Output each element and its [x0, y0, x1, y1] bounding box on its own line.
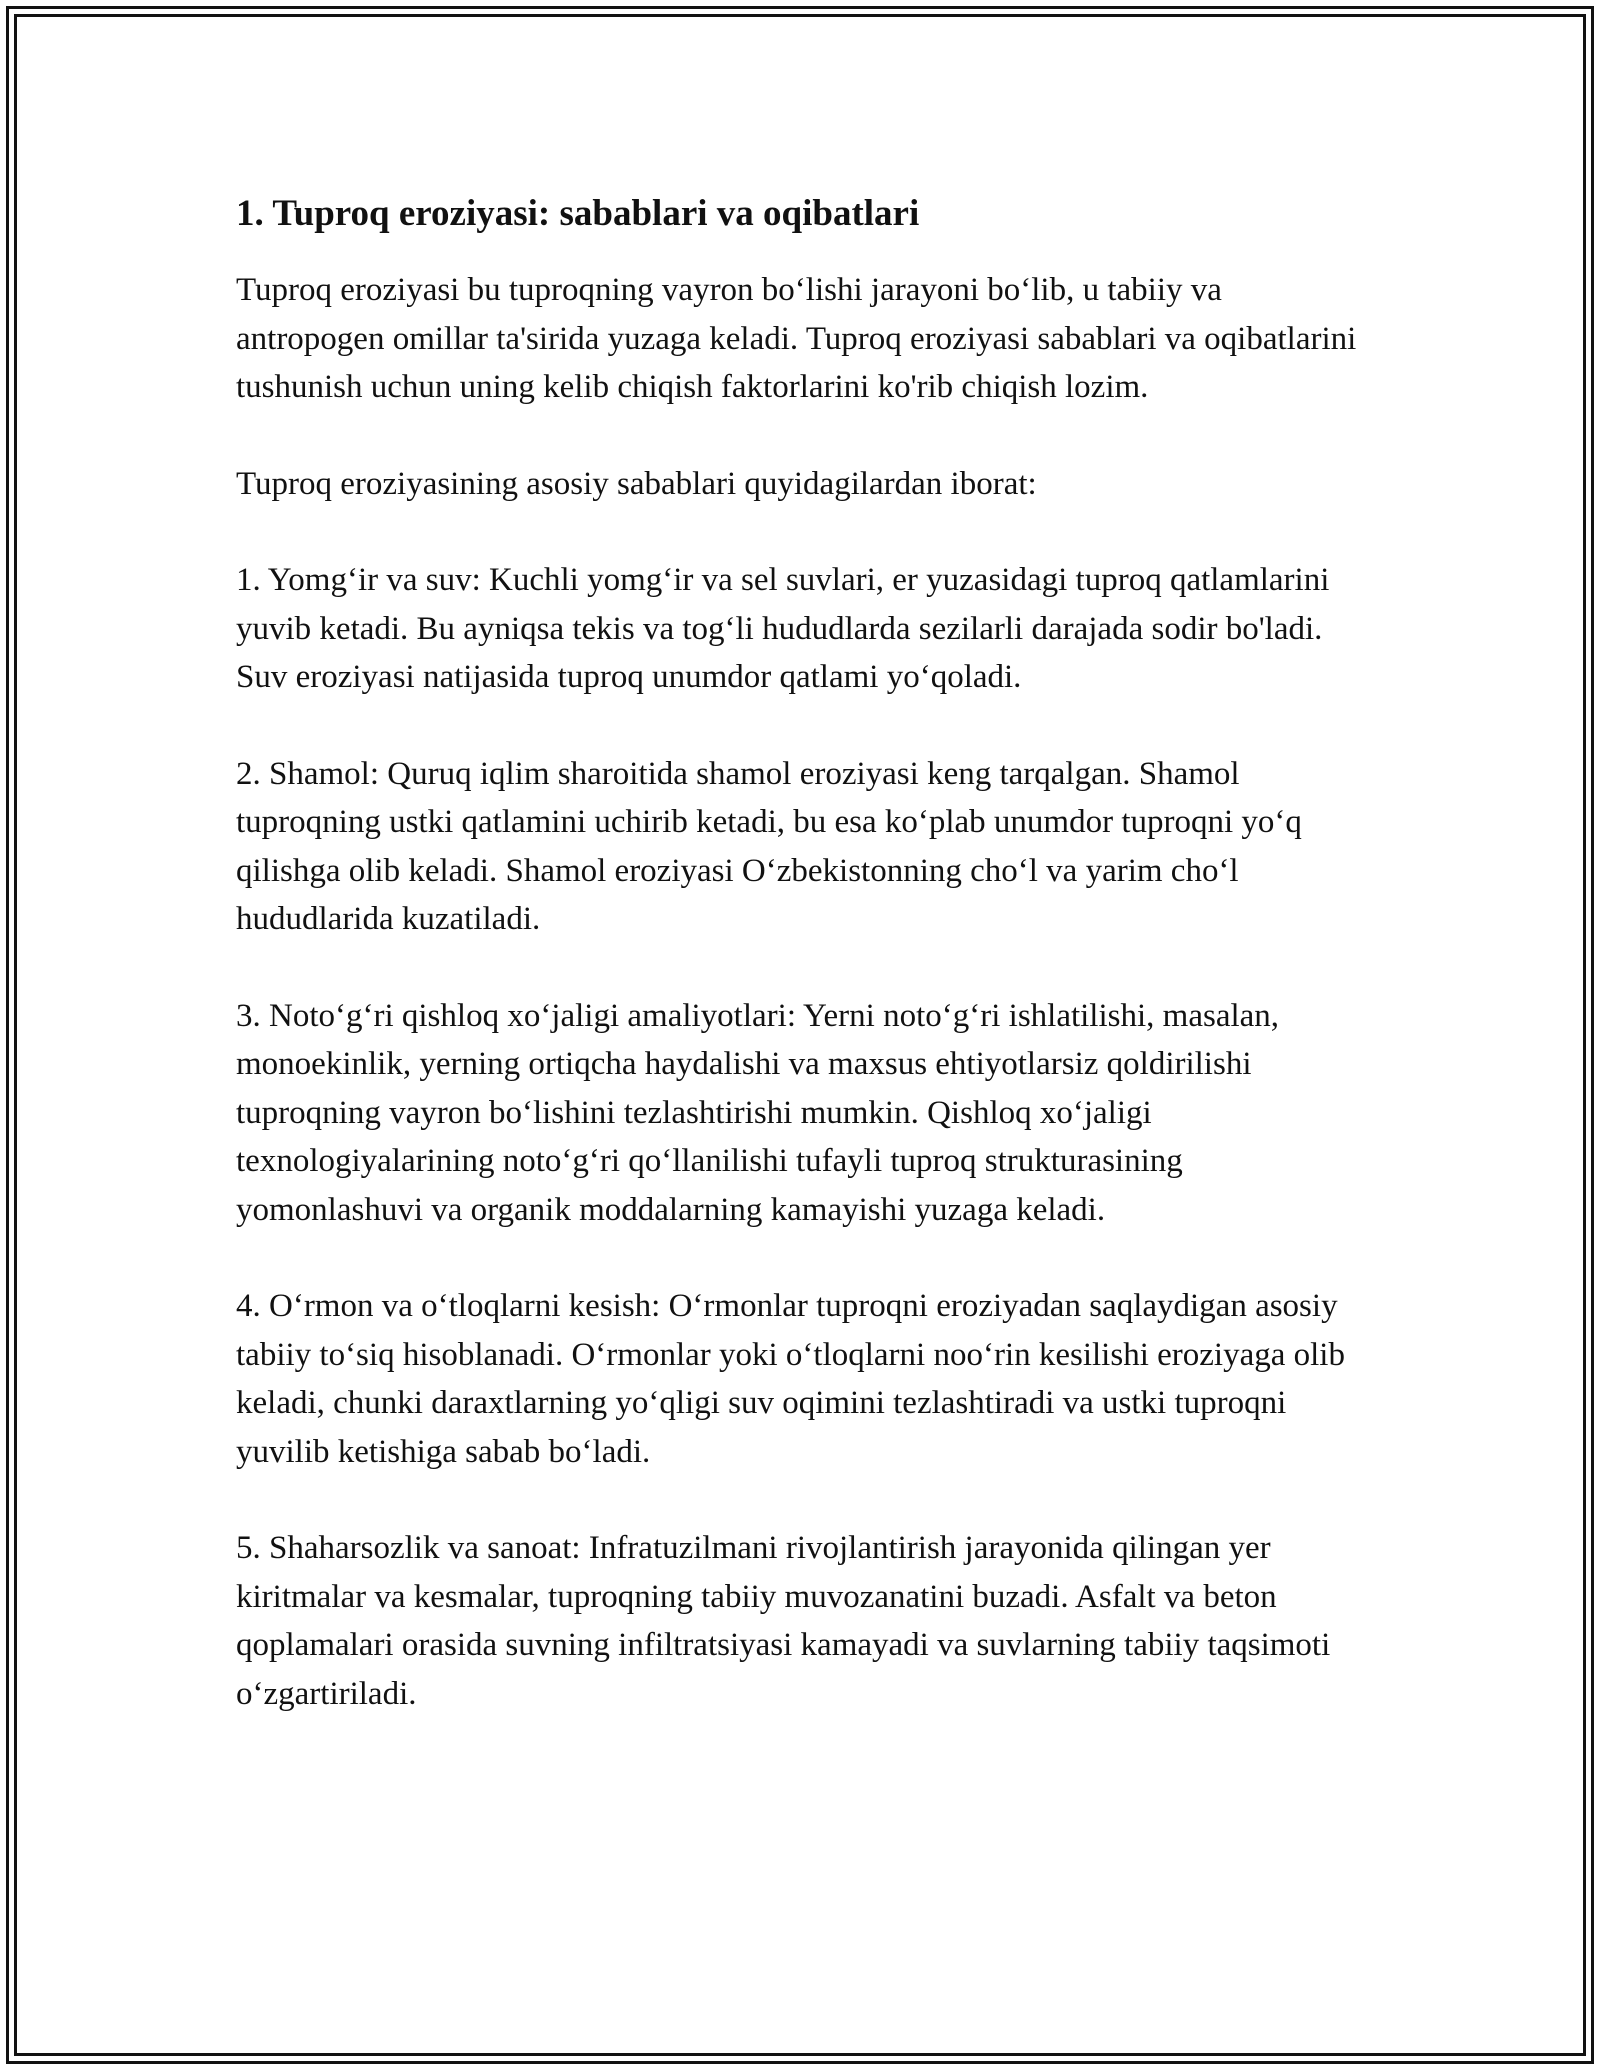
- cause-urbanization-paragraph: 5. Shaharsozlik va sanoat: Infratuzilmani rivojlantirish jarayonida qilingan yer kiritmalar va kesmalar, tuproqning tabiiy muvozanatini buzadi. Asfalt va beton qoplamalari orasida suvning infiltratsiyasi kamayadi va suvlarning tabiiy taqsimoti o‘zgartiriladi.: [236, 1530, 1331, 1712]
- document-body: [236, 186, 1372, 1718]
- cause-rain-water-paragraph: 1. Yomg‘ir va suv: Kuchli yomg‘ir va sel suvlari, er yuzasidagi tuproq qatlamlarini yuvib ketadi. Bu ayniqsa tekis va tog‘li hududlarda sezilarli darajada sodir bo'ladi. Suv eroziyasi natijasida tuproq unumdor qatlami yo‘qoladi.: [236, 562, 1330, 695]
- cause-wind-paragraph: 2. Shamol: Quruq iqlim sharoitida shamol eroziyasi keng tarqalgan. Shamol tuproqning ustki qatlamini uchirib ketadi, bu esa ko‘plab unumdor tuproqni yo‘q qilishga olib keladi. Shamol eroziyasi O‘zbekistonning cho‘l va yarim cho‘l hududlarida kuzatiladi.: [236, 755, 1302, 937]
- document-title: 1. Tuproq eroziyasi: sabablari va oqibatlari: [236, 193, 920, 234]
- cause-agriculture-paragraph: 3. Noto‘g‘ri qishloq xo‘jaligi amaliyotlari: Yerni noto‘g‘ri ishlatilishi, masalan, monoekinlik, yerning ortiqcha haydalishi va maxsus ehtiyotlarsiz qoldirilishi tuproqning vayron bo‘lishini tezlashtirishi mumkin. Qishloq xo‘jaligi texnologiyalarining noto‘g‘ri qo‘llanilishi tufayli tuproq strukturasining yomonlashuvi va organik moddalarning kamayishi yuzaga keladi.: [236, 997, 1280, 1228]
- causes-lead-paragraph: Tuproq eroziyasining asosiy sabablari quyidagilardan iborat:: [236, 465, 1037, 502]
- cause-deforestation-paragraph: 4. O‘rmon va o‘tloqlarni kesish: O‘rmonlar tuproqni eroziyadan saqlaydigan asosiy tabiiy to‘siq hisoblanadi. O‘rmonlar yoki o‘tloqlarni noo‘rin kesilishi eroziyaga olib keladi, chunki daraxtlarning yo‘qligi suv oqimini tezlashtiradi va ustki tuproqni yuvilib ketishiga sabab bo‘ladi.: [236, 1288, 1345, 1470]
- intro-paragraph: Tuproq eroziyasi bu tuproqning vayron bo‘lishi jarayoni bo‘lib, u tabiiy va antropogen omillar ta'sirida yuzaga keladi. Tuproq eroziyasi sabablari va oqibatlarini tushunish uchun uning kelib chiqish faktorlarini ko'rib chiqish lozim.: [236, 272, 1357, 405]
